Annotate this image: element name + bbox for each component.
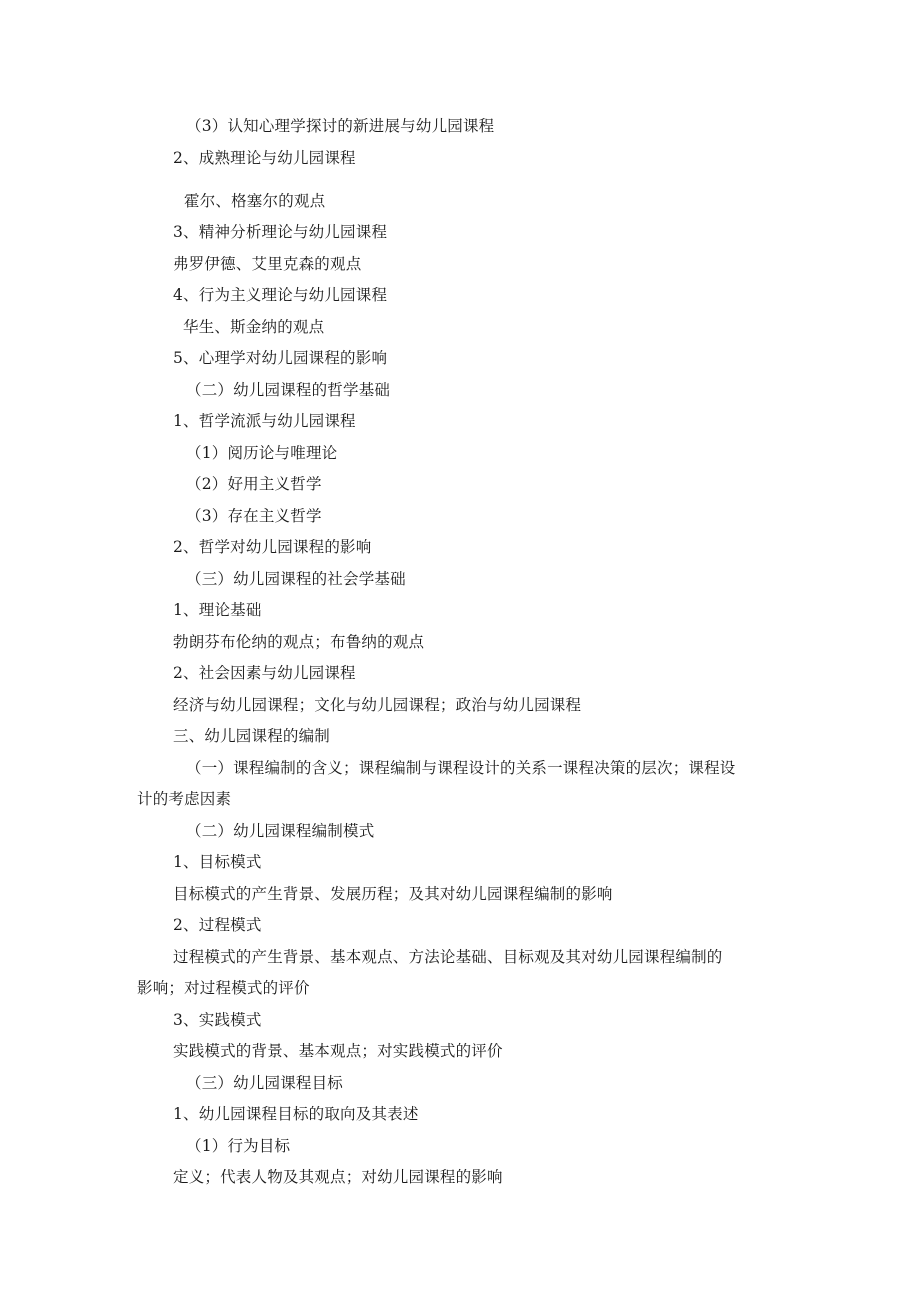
text-line: 霍尔、格塞尔的观点 <box>184 192 326 210</box>
text-line: 2、哲学对幼儿园课程的影响 <box>173 538 372 556</box>
text-line: 计的考虑因素 <box>137 790 232 808</box>
text-line: （三）幼儿园课程目标 <box>186 1074 344 1092</box>
text-line: 2、过程模式 <box>173 916 262 934</box>
text-line: 4、行为主义理论与幼儿园课程 <box>173 286 388 304</box>
text-line: 1、哲学流派与幼儿园课程 <box>173 412 356 430</box>
text-line: 实践模式的背景、基本观点；对实践模式的评价 <box>173 1042 503 1060</box>
text-line: 1、理论基础 <box>173 601 262 619</box>
text-line: 3、精神分析理论与幼儿园课程 <box>173 223 388 241</box>
text-line: 2、社会因素与幼儿园课程 <box>173 664 356 682</box>
text-line: （一）课程编制的含义；课程编制与课程设计的关系一课程决策的层次；课程设 <box>186 759 736 777</box>
text-line: 5、心理学对幼儿园课程的影响 <box>173 349 388 367</box>
text-line: （三）幼儿园课程的社会学基础 <box>186 570 406 588</box>
text-line: 定义；代表人物及其观点；对幼儿园课程的影响 <box>173 1168 503 1186</box>
text-line: 1、目标模式 <box>173 853 262 871</box>
text-line: 经济与幼儿园课程；文化与幼儿园课程；政治与幼儿园课程 <box>173 696 582 714</box>
text-line: 三、幼儿园课程的编制 <box>173 727 331 745</box>
text-line: （3）认知心理学探讨的新进展与幼儿园课程 <box>186 117 495 135</box>
text-line: 3、实践模式 <box>173 1011 262 1029</box>
text-line: （2）好用主义哲学 <box>186 475 322 493</box>
text-line: 影响；对过程模式的评价 <box>137 979 310 997</box>
text-line: （1）阅历论与唯理论 <box>186 444 338 462</box>
text-line: 2、成熟理论与幼儿园课程 <box>173 149 356 167</box>
text-line: （3）存在主义哲学 <box>186 507 322 525</box>
text-line: 勃朗芬布伦纳的观点；布鲁纳的观点 <box>173 633 425 651</box>
text-line: 目标模式的产生背景、发展历程；及其对幼儿园课程编制的影响 <box>173 885 613 903</box>
text-line: （二）幼儿园课程的哲学基础 <box>186 381 391 399</box>
text-line: 1、幼儿园课程目标的取向及其表述 <box>173 1105 419 1123</box>
text-line: 过程模式的产生背景、基本观点、方法论基础、目标观及其对幼儿园课程编制的 <box>173 948 723 966</box>
text-line: （二）幼儿园课程编制模式 <box>186 822 375 840</box>
text-line: 华生、斯金纳的观点 <box>183 318 325 336</box>
text-line: 弗罗伊德、艾里克森的观点 <box>173 255 362 273</box>
text-line: （1）行为目标 <box>186 1137 291 1155</box>
